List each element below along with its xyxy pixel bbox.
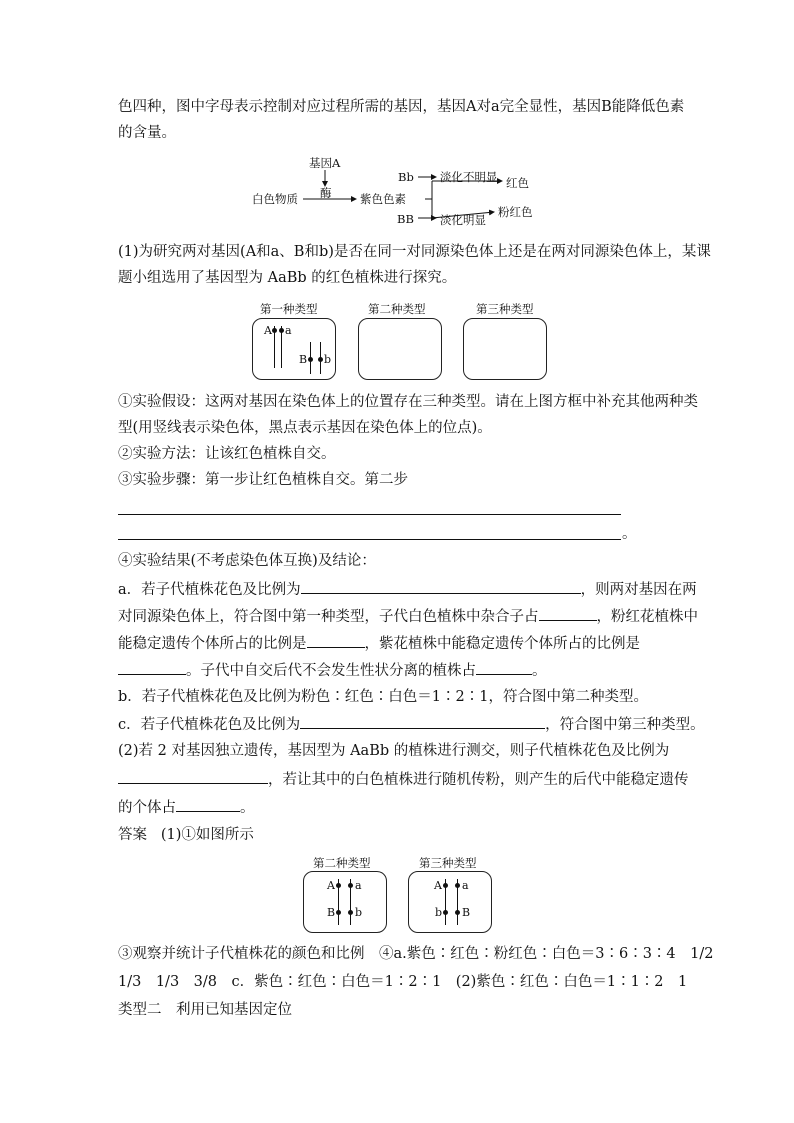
pink-label: 粉红色 [498, 205, 533, 219]
result-a3-pre: 能稳定遗传个体所占的比例是 [118, 636, 307, 652]
step2-line: ②实验方法：让该红色植株自交。 [118, 446, 336, 462]
result-b-line: b．若子代植株花色及比例为粉色∶红色∶白色＝1∶2∶1，符合图中第二种类型。 [118, 689, 648, 705]
label-a: a [285, 324, 292, 337]
step3-line: ③实验步骤：第一步让红色植株自交。第二步 [118, 472, 408, 488]
weak-dilution-label: 淡化不明显 [440, 170, 498, 184]
box-type-1 [252, 318, 336, 380]
label-a: a [462, 879, 469, 892]
box-type-2[interactable] [358, 318, 442, 380]
result-a-blank-1[interactable] [301, 579, 581, 594]
label-A: A [264, 324, 272, 337]
bb-upper-label: Bb [398, 170, 414, 184]
label-b: b [435, 906, 443, 919]
gene-dot-A [443, 883, 448, 888]
q1-line-2: 题小组选用了基因型为 AaBb 的红色植株进行探究。 [118, 270, 457, 286]
result-c-post: ，符合图中第三种类型。 [545, 717, 705, 733]
q2-blank-1[interactable] [118, 769, 268, 784]
step4-line: ④实验结果(不考虑染色体互换)及结论： [118, 553, 376, 569]
label-b: b [324, 353, 332, 366]
result-a-blank-4[interactable] [118, 660, 186, 675]
step3-answer-blank-2[interactable] [118, 538, 621, 540]
label-B: B [327, 906, 336, 919]
gene-dot-a [279, 328, 284, 333]
result-a-blank-5[interactable] [476, 660, 532, 675]
result-c-blank[interactable] [300, 714, 545, 729]
answer-detail-line-1: ③观察并统计子代植株花的颜色和比例 ④a.紫色∶红色∶粉红色∶白色＝3∶6∶3∶4 1/2 [118, 946, 714, 962]
label-A: A [434, 879, 442, 892]
gene-dot-a [455, 883, 460, 888]
q2-line3-end: 。 [240, 800, 255, 816]
gene-a-label: 基因A [309, 156, 341, 170]
result-a-line-3 [118, 633, 640, 654]
step1-line-1: ①实验假设：这两对基因在染色体上的位置存在三种类型。请在上图方框中补充其他两种类 [118, 394, 698, 410]
result-a-line-4 [118, 660, 547, 681]
q2-line3-pre: 的个体占 [118, 800, 176, 816]
step3-period: 。 [622, 526, 637, 542]
box3-title: 第三种类型 [476, 302, 534, 316]
step1-line-2: 型(用竖线表示染色体，黑点表示基因在染色体上的位点)。 [118, 420, 492, 436]
label-b: b [355, 906, 363, 919]
result-a4-post: 。子代中自交后代不会发生性状分离的植株占 [186, 663, 476, 679]
q2-line2-post: ，若让其中的白色植株进行随机传粉，则产生的后代中能稳定遗传 [268, 772, 689, 788]
result-a-line-1 [118, 579, 697, 600]
intro-line-1: 色四种，图中字母表示控制对应过程所需的基因，基因A对a完全显性，基因B能降低色素 [118, 99, 685, 115]
gene-dot-b [443, 910, 448, 915]
answer-box2-title: 第二种类型 [313, 856, 371, 870]
step3-answer-blank-1[interactable] [118, 513, 621, 515]
result-c-pre: c．若子代植株花色及比例为 [118, 717, 301, 733]
box-type-3[interactable] [463, 318, 547, 380]
white-substance-label: 白色物质 [252, 192, 298, 206]
label-B: B [299, 353, 308, 366]
answer-line [118, 825, 254, 845]
intro-line-2: 的含量。 [118, 125, 176, 141]
box2-title: 第二种类型 [368, 302, 426, 316]
purple-pigment-label: 紫色色素 [360, 192, 406, 206]
result-a2-post: ，粉红花植株中 [596, 609, 698, 625]
gene-dot-B [336, 910, 341, 915]
red-label: 红色 [506, 176, 529, 190]
q2-line-2 [118, 769, 689, 790]
gene-dot-A [336, 883, 341, 888]
gene-dot-b [318, 357, 323, 362]
gene-dot-B [308, 357, 313, 362]
section-footer: 类型二 利用已知基因定位 [118, 1002, 292, 1018]
enzyme-label: 酶 [320, 186, 332, 200]
result-a4-end: 。 [532, 663, 547, 679]
answer-box-type-2 [303, 871, 387, 933]
answer-detail-line-2: 1/3 1/3 3/8 c．紫色∶红色∶白色＝1∶2∶1 (2)紫色∶红色∶白色＝1∶1∶2 1 [118, 974, 688, 990]
gene-dot-B [455, 910, 460, 915]
label-A: A [327, 879, 335, 892]
answer-label: 答案 [118, 827, 147, 843]
result-a-blank-2[interactable] [539, 606, 597, 621]
result-c-line [118, 714, 705, 735]
gene-dot-a [348, 883, 353, 888]
answer-box-type-3 [408, 871, 492, 933]
q1-line-1: (1)为研究两对基因(A和a、B和b)是否在同一对同源染色体上还是在两对同源染色体上，某课 [118, 244, 711, 260]
bb-lower-label: BB [397, 212, 414, 226]
q2-line-1: (2)若 2 对基因独立遗传，基因型为 AaBb 的植株进行测交，则子代植株花色及比例为 [118, 743, 670, 759]
result-a3-post: ，紫花植株中能稳定遗传个体所占的比例是 [364, 636, 640, 652]
q2-blank-2[interactable] [176, 797, 240, 812]
result-a-line-2 [118, 606, 698, 627]
gene-dot-b [348, 910, 353, 915]
label-B: B [462, 906, 471, 919]
box1-title: 第一种类型 [260, 302, 318, 316]
gene-dot-A [272, 328, 277, 333]
answer-text: (1)①如图所示 [160, 827, 254, 843]
result-a-blank-3[interactable] [307, 633, 365, 648]
strong-dilution-label: 淡化明显 [440, 213, 486, 227]
q2-line-3 [118, 797, 255, 818]
answer-box3-title: 第三种类型 [419, 856, 477, 870]
label-a: a [355, 879, 362, 892]
result-a2-pre: 对同源染色体上，符合图中第一种类型，子代白色植株中杂合子占 [118, 609, 539, 625]
result-a-post: ，则两对基因在两 [580, 582, 697, 598]
result-a-pre: a．若子代植株花色及比例为 [118, 582, 301, 598]
